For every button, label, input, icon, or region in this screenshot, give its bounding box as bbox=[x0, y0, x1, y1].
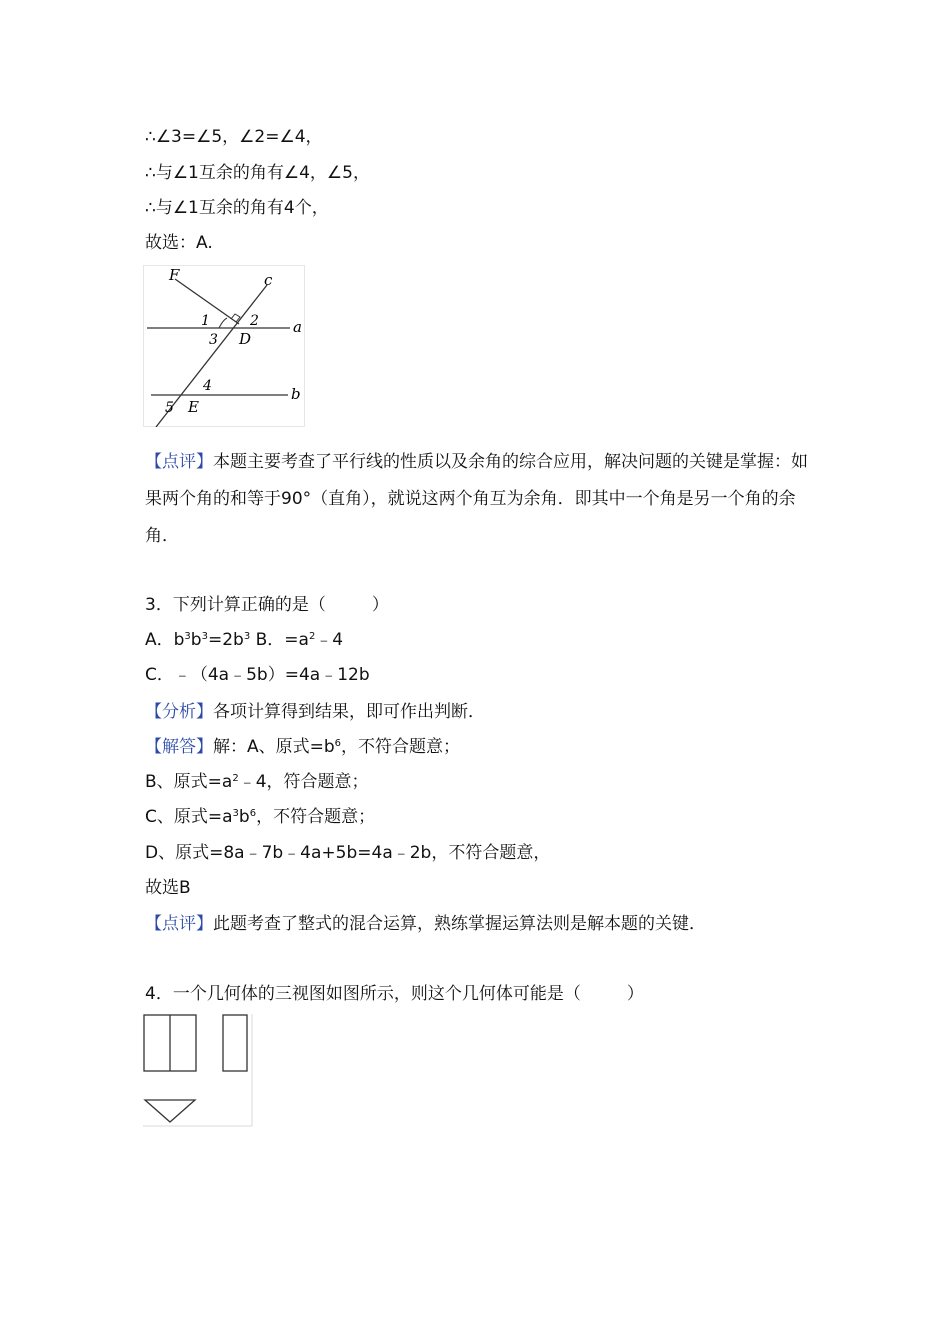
text: ﹣4，符合题意； bbox=[238, 772, 369, 792]
comment-tag: 【点评】 bbox=[145, 914, 213, 934]
comment-q2 bbox=[145, 444, 810, 555]
sup: 2 bbox=[308, 631, 316, 642]
text: ﹣4 bbox=[315, 630, 344, 650]
q3-stem-end: ） bbox=[371, 595, 389, 615]
label-b: b bbox=[291, 385, 301, 403]
q3-options-ab bbox=[145, 629, 343, 651]
q3-analysis bbox=[145, 701, 485, 723]
text: 解：A、原式=b bbox=[213, 737, 335, 757]
angle-1-arc bbox=[219, 318, 227, 328]
q3-comment bbox=[145, 913, 706, 935]
q3-option-b: B．=a bbox=[250, 630, 309, 650]
q3-option-a: A．b bbox=[145, 630, 185, 650]
comment-text: 本题主要考查了平行线的性质以及余角的综合应用，解决问题的关键是掌握：如果两个角的和等于90°（直角），就说这两个角互为余角．即其中一个角是另一个角的余角． bbox=[145, 452, 808, 546]
sup: 3 bbox=[201, 631, 208, 642]
solution-line-2: ∴与∠1互余的角有∠4，∠5， bbox=[145, 163, 370, 183]
parallel-lines-figure bbox=[143, 265, 305, 427]
q3-number: 3． bbox=[145, 595, 173, 615]
q4-stem-end: ） bbox=[626, 984, 644, 1004]
label-D: D bbox=[239, 330, 252, 348]
comment-text: 此题考查了整式的混合运算，熟练掌握运算法则是解本题的关键． bbox=[213, 914, 706, 934]
label-c: c bbox=[264, 271, 273, 289]
solution-line-3: ∴与∠1互余的角有4个， bbox=[145, 198, 329, 218]
q3-answer-b bbox=[145, 771, 369, 793]
q4-number: 4． bbox=[145, 984, 173, 1004]
sup: 2 bbox=[232, 773, 239, 784]
top-view bbox=[145, 1100, 195, 1122]
text: ，不符合题意； bbox=[256, 807, 376, 827]
three-views-figure bbox=[143, 1014, 255, 1128]
sup: 6 bbox=[249, 808, 257, 819]
q4-stem-text: 一个几何体的三视图如图所示，则这个几何体可能是（ bbox=[172, 984, 581, 1004]
solution-choice: 故选：A. bbox=[145, 233, 213, 253]
label-3: 3 bbox=[209, 332, 218, 348]
solution-line-1: ∴∠3=∠5，∠2=∠4， bbox=[145, 127, 323, 147]
sup: 3 bbox=[232, 808, 239, 819]
label-2: 2 bbox=[250, 313, 259, 329]
label-E: E bbox=[188, 398, 199, 416]
analysis-tag: 【分析】 bbox=[145, 702, 213, 722]
label-4: 4 bbox=[203, 378, 212, 394]
q3-answer bbox=[145, 736, 460, 758]
q3-stem bbox=[145, 594, 389, 616]
q3-option-c: C．﹣（4a﹣5b）=4a﹣12b bbox=[145, 665, 370, 685]
label-F: F bbox=[169, 266, 180, 284]
sup: 3 bbox=[243, 631, 251, 642]
q3-choice: 故选B bbox=[145, 878, 191, 898]
analysis-text: 各项计算得到结果，即可作出判断． bbox=[213, 702, 485, 722]
answer-tag: 【解答】 bbox=[145, 737, 213, 757]
text: b bbox=[190, 630, 202, 650]
side-view bbox=[223, 1015, 247, 1071]
text: ，不符合题意； bbox=[341, 737, 461, 757]
text: =2b bbox=[207, 630, 244, 650]
label-1: 1 bbox=[201, 313, 210, 329]
q3-stem-text: 下列计算正确的是（ bbox=[172, 595, 326, 615]
q3-answer-c bbox=[145, 806, 375, 828]
q3-answer-d: D、原式=8a﹣7b﹣4a+5b=4a﹣2b，不符合题意， bbox=[145, 843, 551, 863]
sup: 6 bbox=[334, 738, 342, 749]
text: b bbox=[238, 807, 250, 827]
q4-stem bbox=[145, 983, 644, 1005]
label-a: a bbox=[293, 318, 302, 336]
label-5: 5 bbox=[165, 400, 174, 416]
text: B、原式=a bbox=[145, 772, 233, 792]
sup: 3 bbox=[184, 631, 191, 642]
comment-tag: 【点评】 bbox=[145, 452, 213, 472]
text: C、原式=a bbox=[145, 807, 233, 827]
